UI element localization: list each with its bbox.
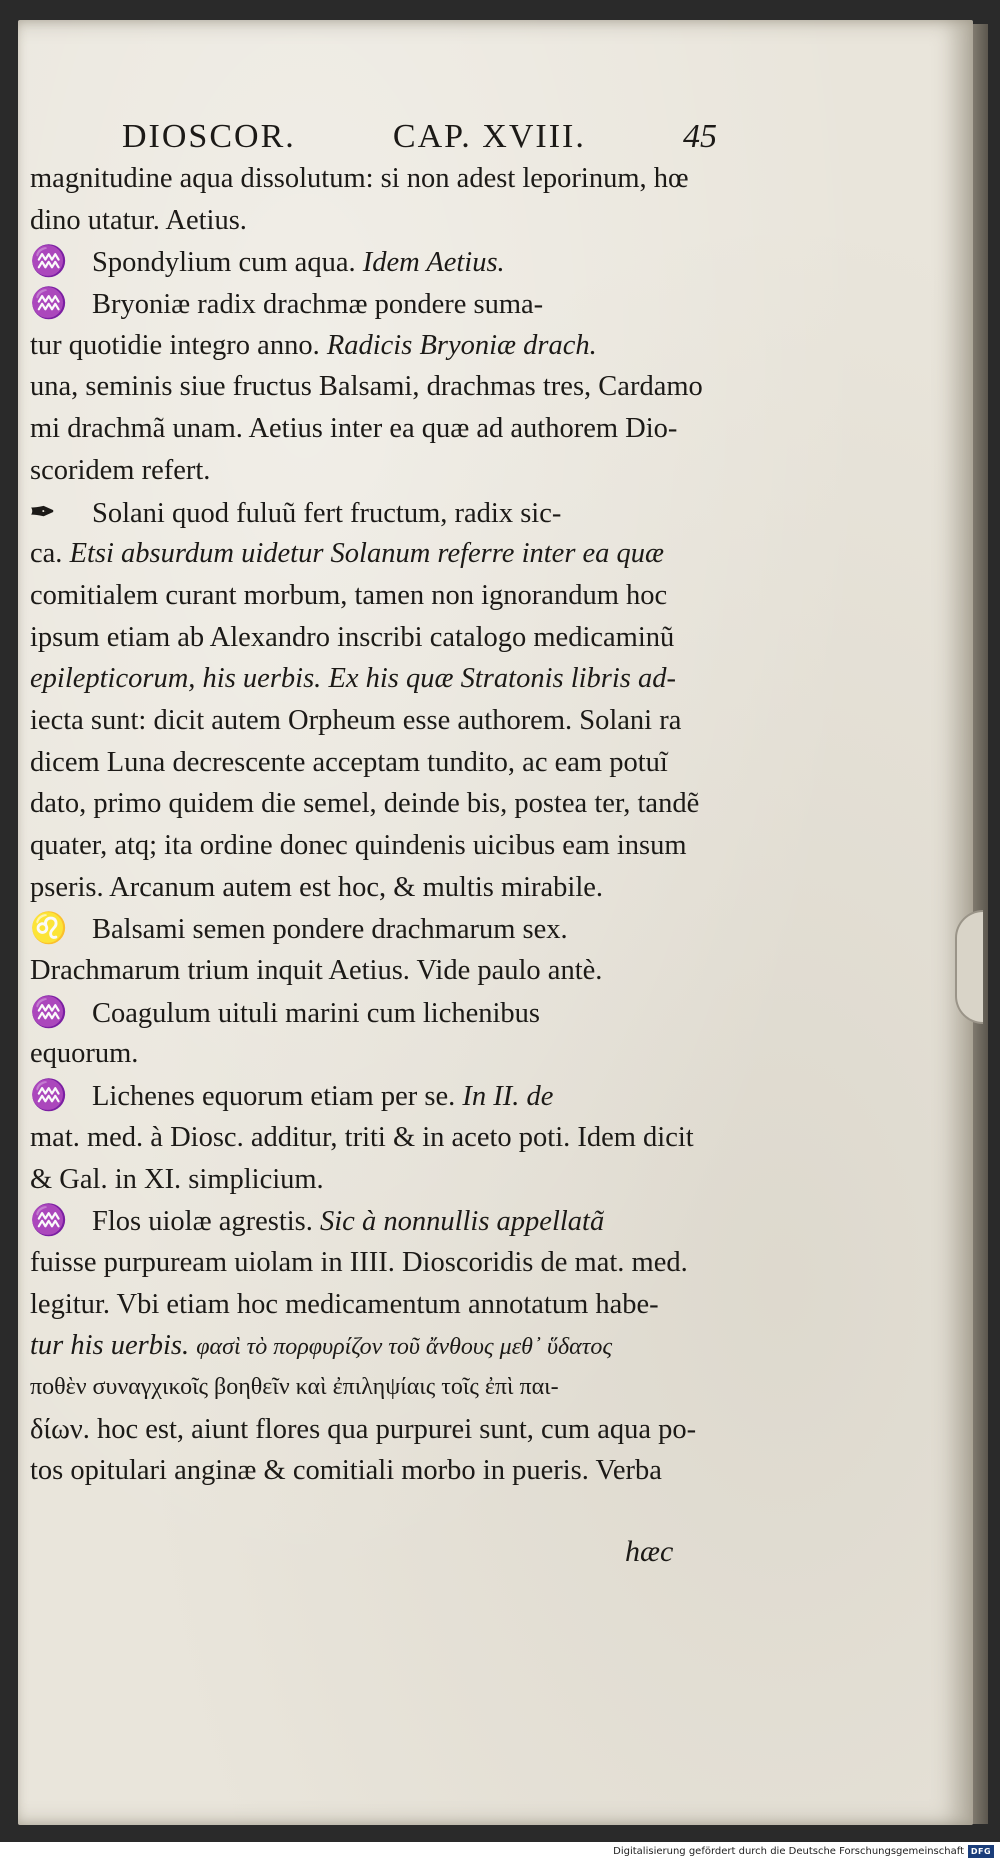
text-line: mat. med. à Diosc. additur, triti & in aceto poti. Idem dicit	[30, 1121, 694, 1153]
text-line: dato, primo quidem die semel, deinde bis, postea ter, tandẽ	[30, 788, 700, 820]
balsam-marker-icon: ♌	[30, 911, 68, 947]
text-line: quater, atq; ita ordine donec quindenis uicibus eam insum	[30, 830, 687, 861]
page-text	[30, 118, 735, 1492]
digitization-footer	[0, 1842, 1000, 1862]
remedy-marker-icon: ♒	[30, 1203, 68, 1239]
text-line: tur his uerbis. φασὶ τὸ πορφυρίζον τοῦ ἄνθους μεθ᾽ ὕδατος	[30, 1330, 613, 1362]
running-title: DIOSCOR.	[122, 118, 296, 155]
text-line: ♒ Flos uiolæ agrestis. Sic à nonnullis appellatã	[30, 1200, 735, 1242]
text-line: scoridem refert.	[30, 454, 211, 486]
page-tab-marker	[955, 910, 983, 1024]
page-number: 45	[682, 118, 717, 155]
text-line: fuisse purpuream uiolam in IIII. Dioscoridis de mat. med.	[30, 1246, 688, 1278]
dfg-logo: DFG	[968, 1845, 994, 1858]
remedy-marker-icon: ♒	[30, 286, 68, 322]
text-line: ♒ Lichenes equorum etiam per se. In II. de	[30, 1075, 735, 1117]
text-line: mi drachmã unam. Aetius inter ea quæ ad authorem Dio-	[30, 413, 678, 445]
text-line: tos opitulari anginæ & comitiali morbo in pueris. Verba	[30, 1455, 662, 1487]
running-header	[30, 118, 735, 156]
catchword: hæc	[625, 1535, 674, 1568]
text-line: δίων. hoc est, aiunt flores qua purpurei sunt, cum aqua po-	[30, 1413, 697, 1445]
text-line: ♒ Coagulum uituli marini cum lichenibus	[30, 992, 735, 1034]
text-line: pseris. Arcanum autem est hoc, & multis mirabile.	[30, 871, 604, 903]
text-line: una, seminis siue fructus Balsami, drachmas tres, Cardamo	[30, 371, 703, 403]
text-line: dicem Luna decrescente acceptam tundito, ac eam potuĩ	[30, 746, 668, 778]
remedy-marker-icon: ♒	[30, 1078, 68, 1114]
text-line: equorum.	[30, 1038, 139, 1070]
text-line: ipsum etiam ab Alexandro inscribi catalogo medicaminũ	[30, 621, 675, 653]
text-line: ♒ Bryoniæ radix drachmæ pondere suma-	[30, 283, 735, 325]
text-line: magnitudine aqua dissolutum: si non adest leporinum, hœ	[30, 163, 689, 194]
chapter-label: CAP. XVIII.	[392, 118, 586, 155]
text-line: legitur. Vbi etiam hoc medicamentum annotatum habe-	[30, 1288, 659, 1320]
text-line: iecta sunt: dicit autem Orpheum esse authorem. Solani ra	[30, 704, 682, 736]
text-line: ca. Etsi absurdum uidetur Solanum referre inter ea quæ	[30, 538, 665, 570]
text-line: ✒ Solani quod fuluũ fert fructum, radix sic-	[30, 492, 735, 534]
text-line: ποθὲν συναγχικοῖς βοηθεῖν καὶ ἐπιληψίαις τοῖς ἐπὶ παι-	[30, 1373, 559, 1400]
text-line: tur quotidie integro anno. Radicis Bryoniæ drach.	[30, 329, 597, 361]
text-line: ♒ Spondylium cum aqua. Idem Aetius.	[30, 241, 735, 283]
text-line: Drachmarum trium inquit Aetius. Vide paulo antè.	[30, 955, 603, 987]
text-line: comitialem curant morbum, tamen non ignorandum hoc	[30, 579, 668, 611]
footer-credit: Digitalisierung gefördert durch die Deutsche Forschungsgemeinschaft	[613, 1846, 964, 1857]
text-line: dino utatur. Aetius.	[30, 204, 247, 236]
pen-marker-icon: ✒	[30, 494, 56, 530]
text-line: ♌ Balsami semen pondere drachmarum sex.	[30, 908, 735, 950]
remedy-marker-icon: ♒	[30, 994, 68, 1030]
text-line: & Gal. in XI. simplicium.	[30, 1163, 324, 1195]
remedy-marker-icon: ♒	[30, 244, 68, 280]
text-line: epilepticorum, his uerbis. Ex his quæ Stratonis libris ad-	[30, 663, 677, 695]
